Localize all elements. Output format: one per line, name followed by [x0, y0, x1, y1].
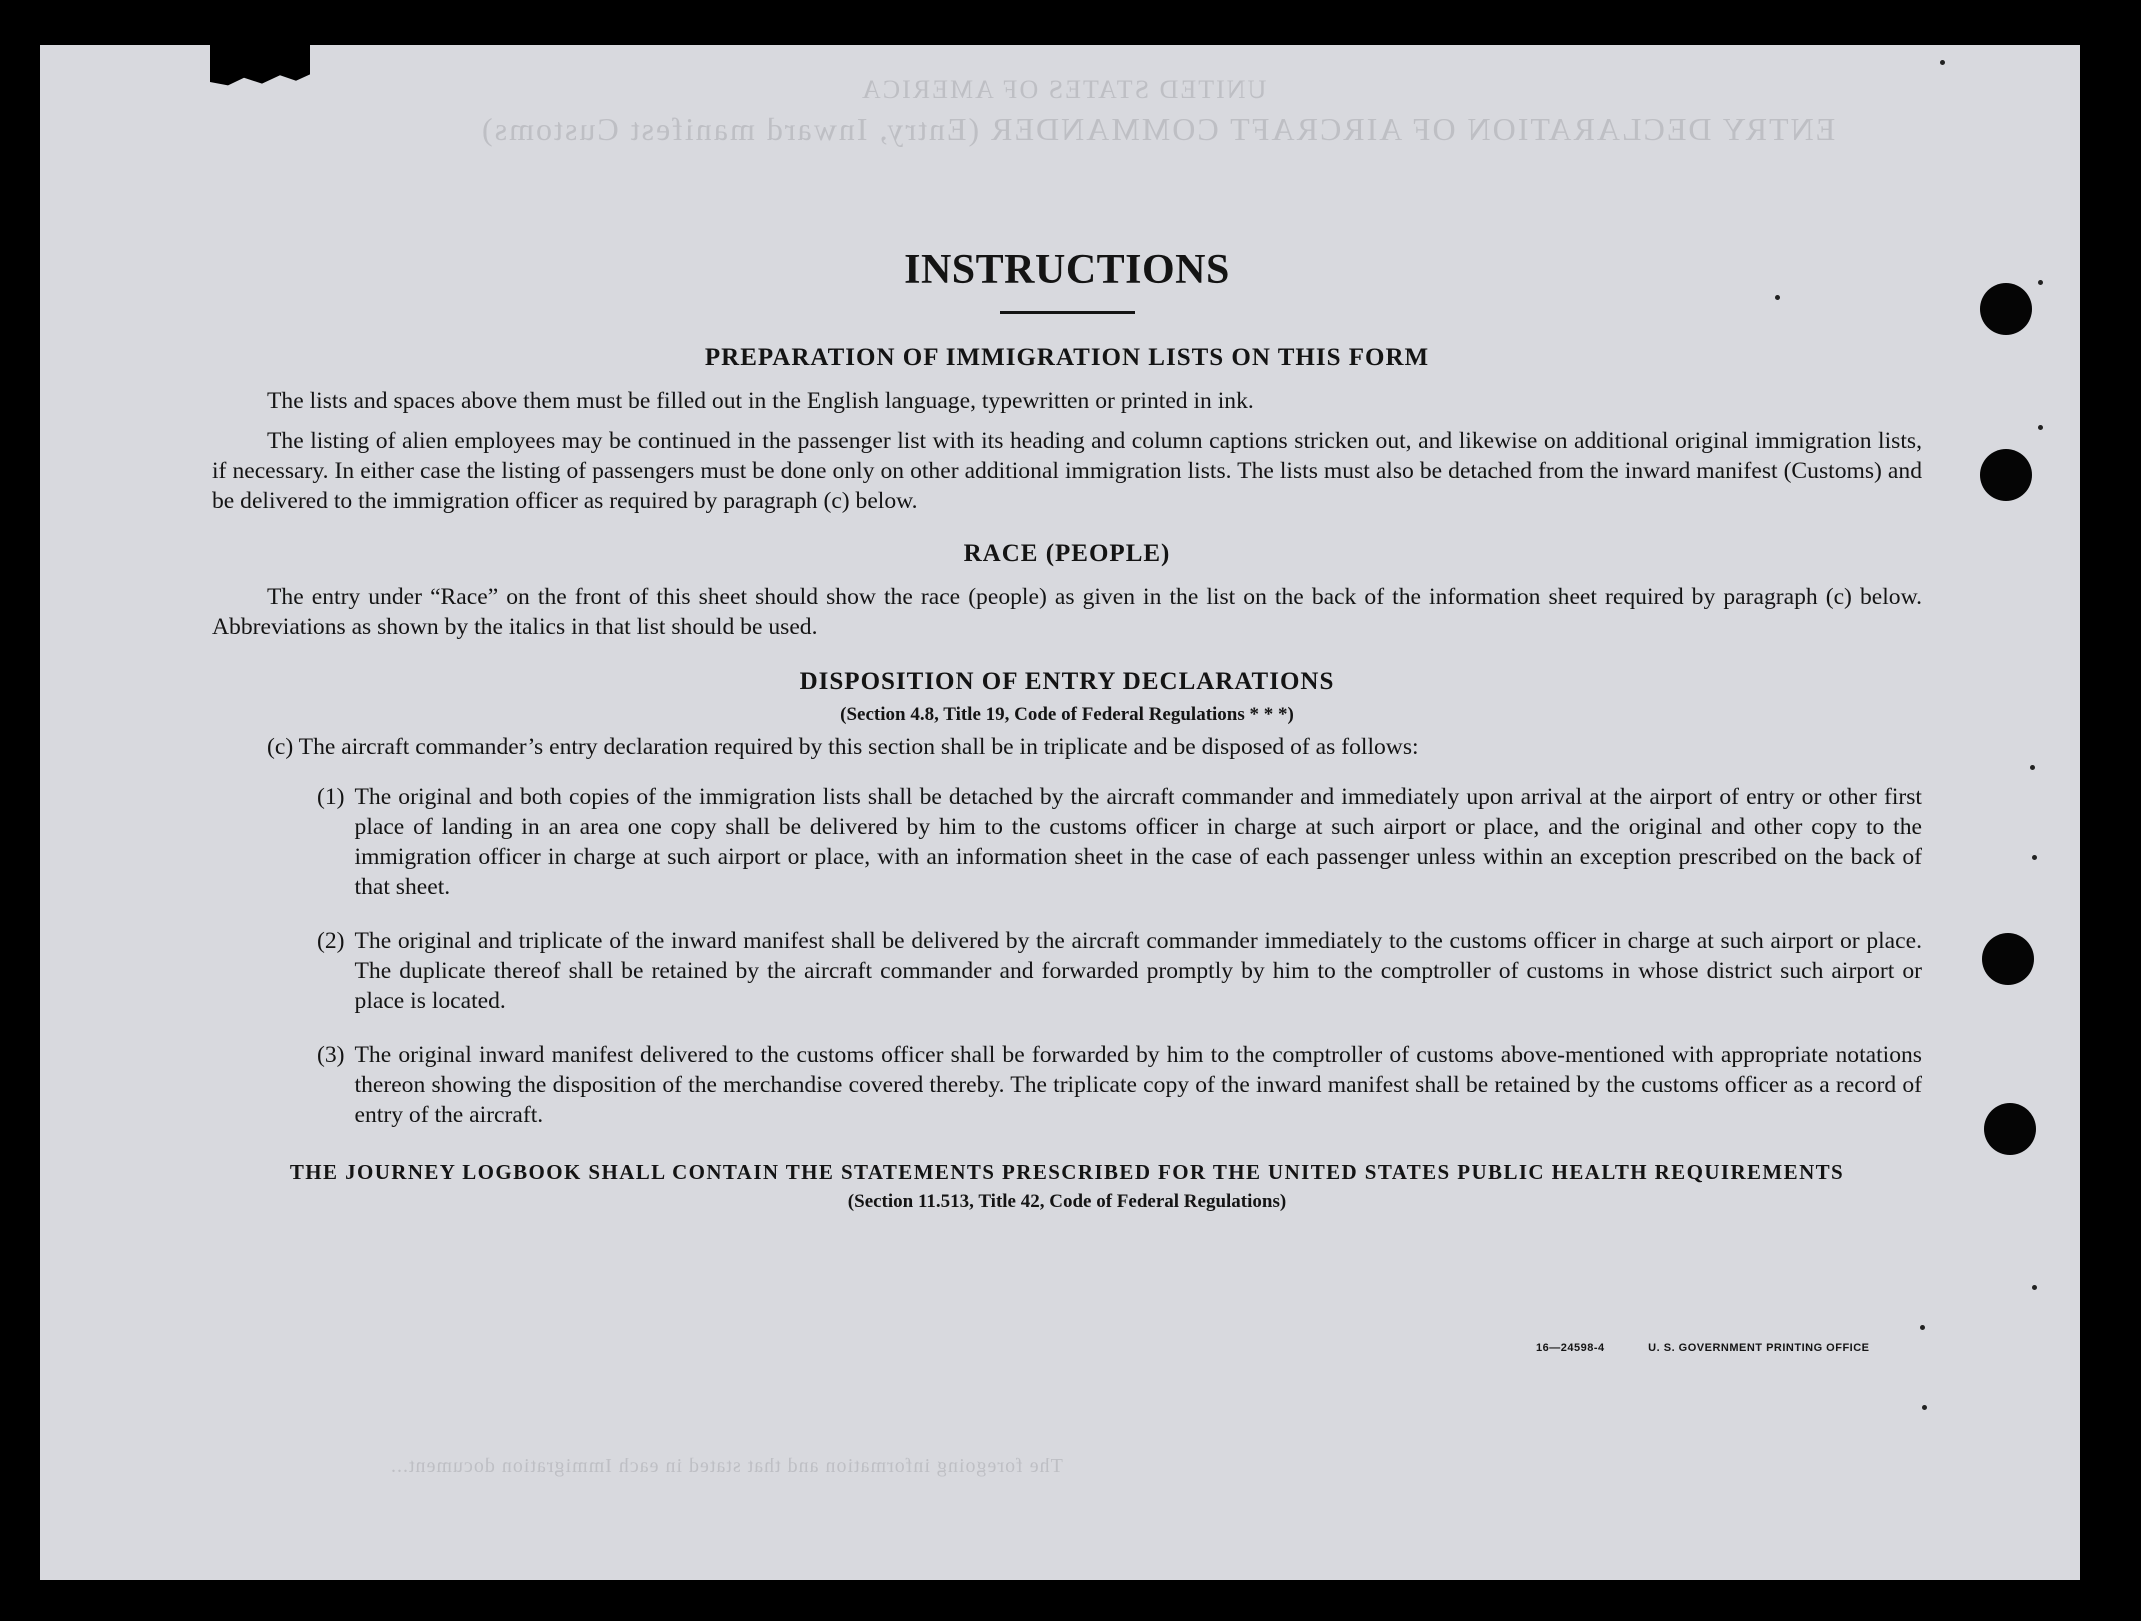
ink-speck — [2032, 1285, 2037, 1290]
item-number: (1) — [317, 784, 345, 810]
paragraph-c-intro: (c) The aircraft commander’s entry declaration required by this section shall be in triplicate and be disposed of as follows: — [267, 734, 1419, 760]
item-number: (3) — [317, 1042, 345, 1068]
printer-name: U. S. GOVERNMENT PRINTING OFFICE — [1648, 1342, 1870, 1354]
instructions-content — [212, 245, 1922, 1213]
section-heading: DISPOSITION OF ENTRY DECLARATIONS — [799, 668, 1335, 695]
ink-speck — [2038, 425, 2043, 430]
title-underline — [1000, 311, 1135, 314]
regulation-citation: (Section 4.8, Title 19, Code of Federal Regulations * * *) — [840, 704, 1294, 725]
punch-hole — [1980, 449, 2032, 501]
printer-imprint — [1536, 1342, 1870, 1354]
list-item — [317, 1040, 1922, 1130]
ink-speck — [1940, 60, 1945, 65]
page-title: INSTRUCTIONS — [904, 247, 1230, 293]
ink-speck — [2032, 855, 2037, 860]
form-code: 16—24598-4 — [1536, 1342, 1605, 1354]
list-item — [317, 926, 1922, 1016]
show-through-text: ENTRY DECLARATION OF AIRCRAFT COMMANDER (Entry, Inward manifest Customs) — [480, 111, 1836, 147]
punch-hole — [1982, 933, 2034, 985]
item-number: (2) — [317, 928, 345, 954]
document-page — [40, 45, 2080, 1580]
list-item — [317, 782, 1922, 902]
paragraph: The listing of alien employees may be continued in the passenger list with its heading and column captions stricken out, and likewise on additional original immigration lists, if necessary. In either case the listing of passengers must be done only on other additional immigration lists. The lists must also be detached from the inward manifest (Customs) and be delivered to the immigration officer as required by paragraph (c) below. — [212, 428, 1922, 514]
ink-speck — [1922, 1405, 1927, 1410]
paragraph: The entry under “Race” on the front of this sheet should show the race (people) as given in the list on the back of the information sheet required by paragraph (c) below. Abbreviations as shown by the italics in that list should be used. — [212, 584, 1922, 640]
section-heading: PREPARATION OF IMMIGRATION LISTS ON THIS FORM — [704, 344, 1430, 371]
ink-speck — [1920, 1325, 1925, 1330]
show-through-text: UNITED STATES OF AMERICA — [860, 75, 1267, 104]
show-through-text: The foregoing information and that stated in each Immigration document... — [390, 1455, 1063, 1477]
section-heading: RACE (PEOPLE) — [963, 540, 1171, 567]
item-text: The original and triplicate of the inward manifest shall be delivered by the aircraft commander immediately to the customs officer in charge at such airport or place. The duplicate thereof shall be retained by the aircraft commander and forwarded promptly by him to the comptroller of customs in whose district such airport or place is located. — [354, 928, 1922, 1014]
ink-speck — [2038, 280, 2043, 285]
footer-statement: THE JOURNEY LOGBOOK SHALL CONTAIN THE STATEMENTS PRESCRIBED FOR THE UNITED STATES PUBLIC HEALTH REQUIREMENTS — [289, 1160, 1845, 1184]
footer-citation: (Section 11.513, Title 42, Code of Federal Regulations) — [847, 1191, 1287, 1212]
item-text: The original and both copies of the immigration lists shall be detached by the aircraft commander and immediately upon arrival at the airport of entry or other first place of landing in an area one copy shall be delivered by him to the customs officer in charge at such airport or place, and the original and other copy to the immigration officer in charge at such airport or place, with an information sheet in the case of each passenger unless within an exception prescribed on the back of that sheet. — [354, 784, 1922, 900]
paragraph: The lists and spaces above them must be filled out in the English language, typewritten or printed in ink. — [267, 388, 1254, 414]
item-text: The original inward manifest delivered to the customs officer shall be forwarded by him to the comptroller of customs above-mentioned with appropriate notations thereon showing the disposition of the merchandise covered thereby. The triplicate copy of the inward manifest shall be retained by the customs officer as a record of entry of the aircraft. — [354, 1042, 1922, 1128]
punch-hole — [1984, 1103, 2036, 1155]
torn-corner — [210, 45, 310, 87]
punch-hole — [1980, 283, 2032, 335]
ink-speck — [2030, 765, 2035, 770]
